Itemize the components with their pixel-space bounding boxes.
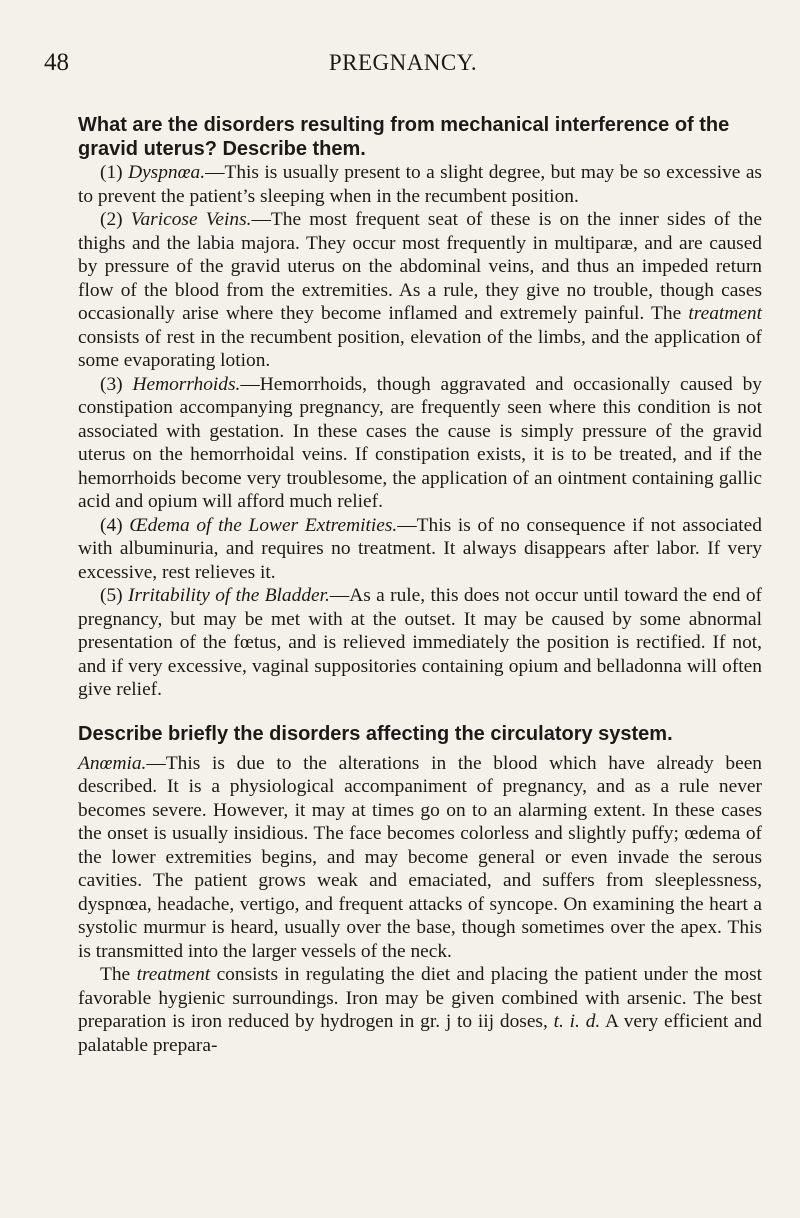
item-number: (4) bbox=[100, 514, 123, 536]
term-dyspnoea: Dyspnœa. bbox=[128, 162, 206, 183]
item-number: (2) bbox=[100, 209, 123, 230]
text-varicose-veins-b: consists of rest in the recumbent position, elevation of the limbs, and the application of some evaporating lotion. bbox=[78, 326, 762, 371]
question-circulatory-disorders: Describe briefly the disorders affecting the circulatory system. bbox=[78, 722, 673, 745]
paragraph-hemorrhoids bbox=[78, 373, 762, 514]
text-varicose-veins-a: —The most frequent seat of these is on the inner sides of the thighs and the labia majora. They occur most frequently in multiparæ, and are caused by pressure of the gravid uterus on the abdominal veins, and thus an impeded return flow of the blood from the extremities. As a rule, they give no trouble, though cases occasionally arise where they become inflamed and extremely painful. The bbox=[78, 209, 763, 324]
treatment-lead: The bbox=[100, 964, 137, 985]
term-hemorrhoids: Hemorrhoids. bbox=[132, 373, 241, 395]
paragraph-varicose-veins bbox=[78, 208, 762, 373]
text-anaemia: —This is due to the alterations in the blood which have already been described. It is a physiological accompaniment of pregnancy, and as a rule never becomes severe. However, it may at times go on to an alarming extent. In these cases the onset is usually insidious. The face becomes colorless and slightly puffy; œdema of the lower extremities begins, and may become general or even invade the serous cavities. The patient grows weak and emaciated, and suffers from sleeplessness, dyspnœa, headache, vertigo, and frequent attacks of syncope. On examining the heart a systolic murmur is heard, usually over the base, though sometimes over the apex. This is transmitted into the larger vessels of the neck. bbox=[78, 752, 762, 962]
paragraph-anaemia bbox=[78, 752, 762, 964]
item-number: (1) bbox=[100, 162, 123, 183]
term-treatment: treatment bbox=[688, 303, 762, 324]
item-number: (3) bbox=[100, 373, 123, 395]
text-oedema: —This is of no consequence if not associated with albuminuria, and requires no treatment. It always disappears after labor. If very excessive, rest relieves it. bbox=[78, 514, 762, 583]
question-mechanical-disorders: What are the disorders resulting from mechanical interference of the gravid uterus? Describe them. bbox=[78, 114, 730, 160]
term-treatment-anaemia: treatment bbox=[136, 964, 211, 985]
paragraph-treatment bbox=[78, 963, 762, 1057]
text-bladder: —As a rule, this does not occur until toward the end of pregnancy, but may be met with at the outset. It may be caused by some abnormal presentation of the fœtus, and is relieved immediately the position is rectified. If not, and if very excessive, vaginal suppositories containing opium and belladonna will often give relief. bbox=[78, 585, 762, 700]
paragraph-oedema bbox=[78, 514, 762, 585]
term-varicose-veins: Varicose Veins. bbox=[130, 209, 252, 230]
text-dyspnoea: —This is usually present to a slight degree, but may be so excessive as to prevent the patient’s sleeping when in the recumbent position. bbox=[78, 162, 762, 207]
term-oedema: Œdema of the Lower Extremities. bbox=[129, 514, 398, 536]
term-anaemia: Anœmia. bbox=[78, 752, 147, 774]
item-number: (5) bbox=[100, 585, 123, 606]
text-hemorrhoids: —Hemorrhoids, though aggravated and occasionally caused by constipation accompanying pregnancy, are frequently seen where this condition is not associated with gestation. In these cases the cause is simply pressure of the gravid uterus on the hemorrhoidal veins. If constipation exists, it is to be treated, and if the hemorrhoids become very troublesome, the application of an ointment containing gallic acid and opium will afford much relief. bbox=[78, 373, 762, 512]
paragraph-dyspnoea bbox=[78, 161, 762, 208]
term-bladder: Irritability of the Bladder. bbox=[127, 585, 330, 606]
text-treatment-b: A very efficient and palatable prepara- bbox=[78, 1011, 763, 1056]
page-body bbox=[78, 113, 762, 1057]
text-treatment-a: consists in regulating the diet and placing the patient under the most favorable hygienic surroundings. Iron may be given combined with arsenic. The best preparation is iron reduced by hydrogen in gr. j to iij doses, bbox=[78, 964, 762, 1032]
abbrev-tid: t. i. d. bbox=[553, 1011, 601, 1032]
page-number: 48 bbox=[44, 49, 69, 76]
running-title: PREGNANCY. bbox=[328, 50, 478, 75]
paragraph-bladder bbox=[78, 584, 762, 702]
